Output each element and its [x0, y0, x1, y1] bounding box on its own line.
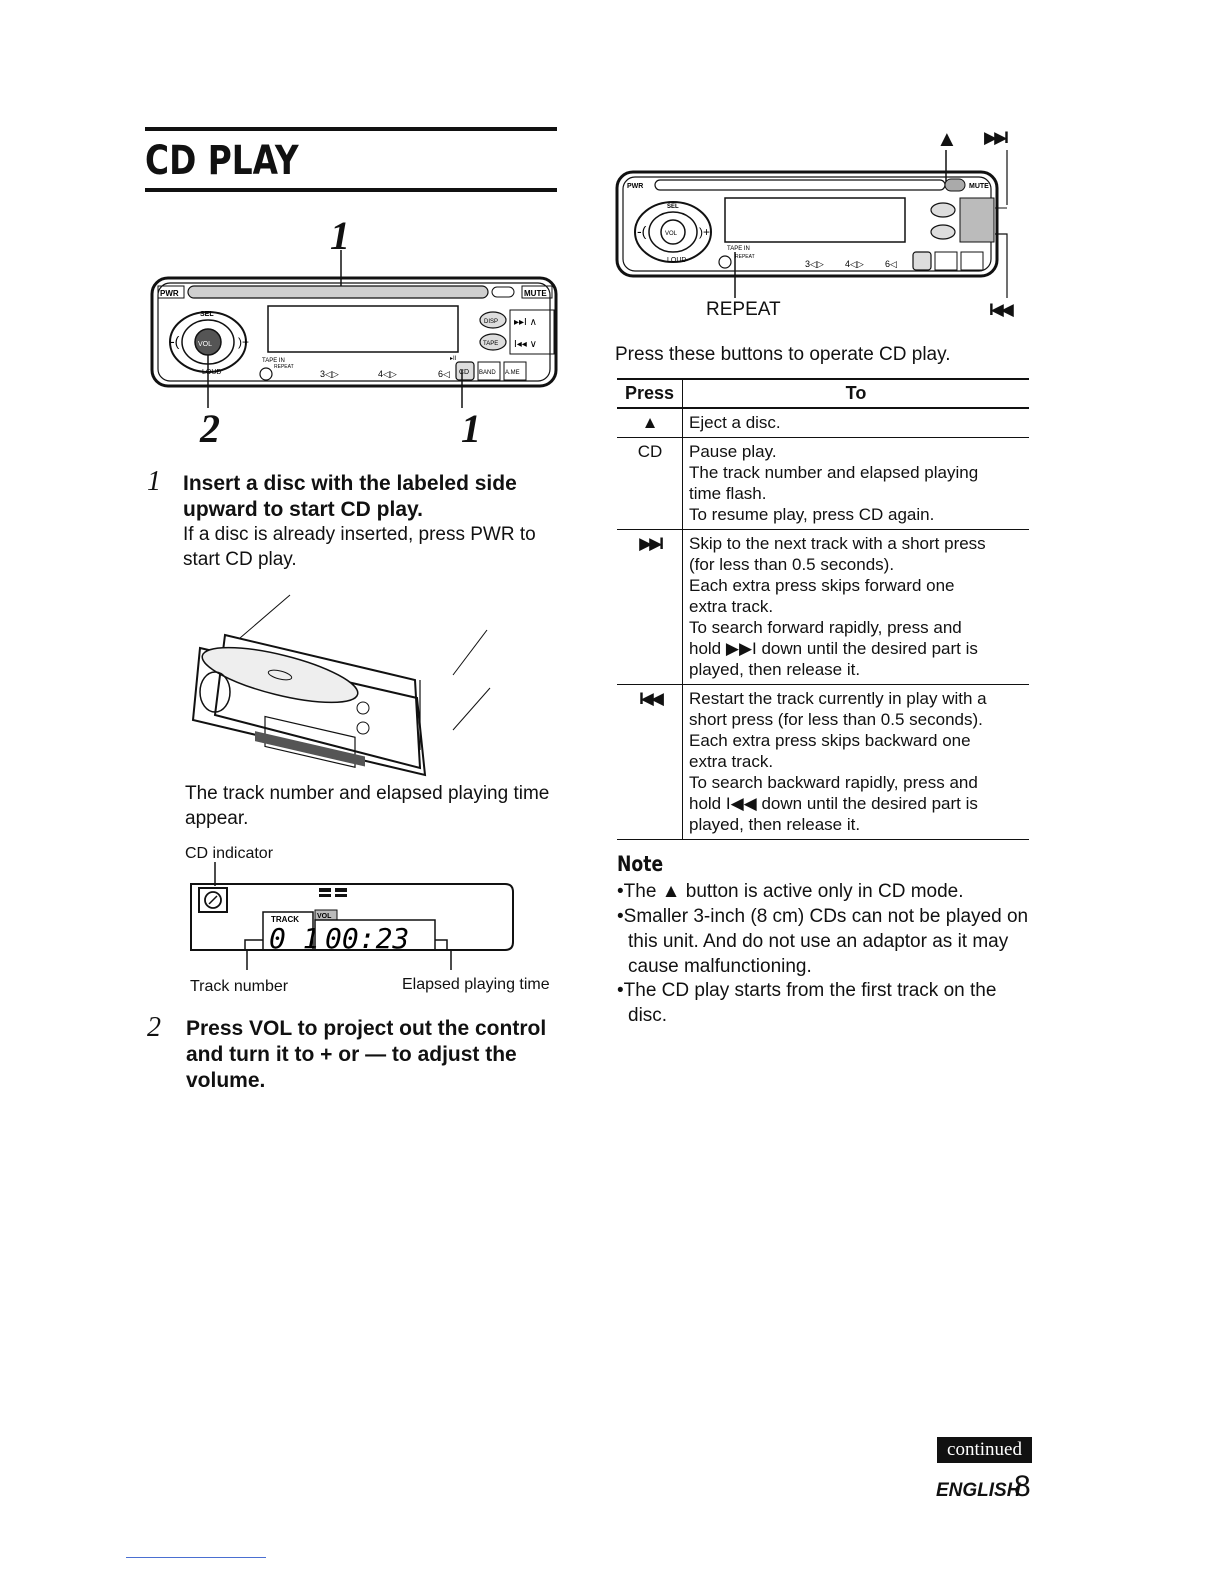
table-row [617, 408, 1029, 438]
svg-text:3◁▷: 3◁▷ [320, 369, 339, 379]
radio-band-label: BAND [479, 370, 496, 376]
note-item-1: •The ▲ button is active only in CD mode. [617, 881, 964, 902]
table-desc-line: extra track. [689, 752, 774, 771]
lcd-display-illustration [185, 862, 515, 972]
continued-badge: continued [937, 1437, 1032, 1463]
svg-text:LOUD: LOUD [667, 257, 687, 264]
repeat-label: REPEAT [706, 299, 781, 320]
table-desc-line: hold I◀◀ down until the desired part is [689, 794, 978, 813]
note-item-3-line-2: disc. [628, 1005, 668, 1026]
step-1-heading-line-1: Insert a disc with the labeled side [183, 472, 517, 495]
svg-text:-(: -( [170, 333, 180, 349]
display-time-value: 00:23 [325, 922, 410, 955]
note-item-2-line-1: •Smaller 3-inch (8 cm) CDs can not be played on [617, 906, 1029, 927]
table-row [617, 438, 1029, 530]
eject-symbol-top: ▲ [936, 126, 958, 151]
svg-text:4◁▷: 4◁▷ [845, 259, 864, 269]
table-desc-line: Each extra press skips forward one [689, 576, 955, 595]
next-symbol-top: ▶▶I [984, 128, 1006, 147]
table-desc [683, 530, 1030, 685]
table-desc-line: To search forward rapidly, press and [689, 618, 962, 637]
table-key-next: ▶▶I [617, 530, 683, 685]
display-caption-line-2: appear. [185, 808, 249, 829]
intro-text: Press these buttons to operate CD play. [615, 344, 951, 365]
table-key-prev: I◀◀ [617, 685, 683, 840]
svg-text:REPEAT: REPEAT [735, 254, 755, 260]
display-vol-tag: VOL [317, 913, 332, 920]
svg-text:I◂◂ ∨: I◂◂ ∨ [514, 339, 537, 350]
table-desc-line: hold ▶▶I down until the desired part is [689, 639, 978, 658]
table-desc-line: short press (for less than 0.5 seconds). [689, 710, 983, 729]
step-1-body-line-2: start CD play. [183, 549, 297, 570]
svg-text:6◁: 6◁ [438, 369, 450, 379]
svg-text:▸II: ▸II [450, 356, 457, 362]
footer-language: ENGLISH [936, 1480, 1021, 1501]
radio-vol-label: VOL [198, 341, 213, 348]
radio-disp-label: DISP [484, 319, 499, 325]
radio-cd-label: CD [459, 369, 470, 376]
radio-tape-in-label: TAPE IN [262, 358, 285, 364]
svg-text:MUTE: MUTE [969, 183, 989, 190]
cd-indicator-label: CD indicator [185, 845, 274, 862]
note-item-3-line-1: •The CD play starts from the first track on the [617, 980, 997, 1001]
step-1-body-line-1: If a disc is already inserted, press PWR to [183, 524, 536, 545]
svg-text:▸▸I ∧: ▸▸I ∧ [514, 317, 537, 328]
svg-text:TAPE IN: TAPE IN [727, 246, 750, 252]
table-key-cd: CD [617, 438, 683, 530]
svg-text:VOL: VOL [665, 231, 678, 237]
radio-repeat-small: REPEAT [274, 364, 294, 370]
radio-faceplate-illustration [150, 250, 560, 410]
table-desc-line: To search backward rapidly, press and [689, 773, 978, 792]
table-desc-line: To resume play, press CD again. [689, 505, 935, 524]
display-track-tag: TRACK [271, 915, 299, 924]
note-heading: Note [617, 852, 664, 876]
radio-loud-label: LOUD [202, 369, 222, 376]
svg-text:SEL: SEL [667, 204, 679, 210]
table-desc-line: Pause play. [689, 442, 777, 461]
radio-pwr-label: PWR [160, 289, 179, 298]
table-header-row [617, 379, 1029, 408]
bottom-link-rule [126, 1557, 266, 1558]
svg-text:PWR: PWR [627, 183, 644, 190]
disc-insertion-illustration [185, 590, 505, 790]
col-to-header: To [683, 379, 1030, 408]
elapsed-time-label: Elapsed playing time [402, 976, 550, 993]
note-item-2-line-3: cause malfunctioning. [628, 956, 812, 977]
svg-text:)+: )+ [699, 225, 711, 239]
col-press-header: Press [617, 379, 683, 408]
note-item-2-line-2: this unit. And do not use an adaptor as it may [628, 931, 1009, 952]
table-row [617, 685, 1029, 840]
page-number: 8 [1014, 1470, 1031, 1503]
callout-bottom-right: 1 [461, 406, 481, 451]
table-desc-line: played, then release it. [689, 815, 861, 834]
table-desc-line: Restart the track currently in play with a [689, 689, 987, 708]
table-row [617, 530, 1029, 685]
svg-text:)+: )+ [238, 335, 250, 349]
table-desc-line: The track number and elapsed playing [689, 463, 979, 482]
svg-text:-(: -( [637, 223, 647, 239]
callout-top: 1 [330, 213, 350, 258]
svg-text:4◁▷: 4◁▷ [378, 369, 397, 379]
page-title: CD PLAY [145, 138, 299, 184]
svg-text:3◁▷: 3◁▷ [805, 259, 824, 269]
step-2-line-3: volume. [186, 1069, 266, 1092]
prev-symbol-right: I◀◀ [989, 300, 1011, 319]
step-2-line-2: and turn it to + or — to adjust the [186, 1043, 517, 1066]
svg-text:6◁: 6◁ [885, 259, 897, 269]
title-rule-top [145, 127, 557, 131]
title-rule-bottom [145, 188, 557, 192]
display-caption-line-1: The track number and elapsed playing time [185, 783, 550, 804]
operations-table [617, 378, 1029, 840]
radio-sel-label: SEL [200, 311, 214, 318]
callout-bottom-left: 2 [200, 406, 220, 451]
radio-faceplate-right-illustration [615, 150, 1025, 320]
step-1-heading-line-2: upward to start CD play. [183, 498, 423, 521]
table-desc-line: time flash. [689, 484, 767, 503]
table-desc [683, 685, 1030, 840]
table-desc [683, 438, 1030, 530]
table-desc-line: (for less than 0.5 seconds). [689, 555, 895, 574]
step-1-number: 1 [147, 466, 161, 497]
step-2-number: 2 [147, 1012, 161, 1043]
radio-tape-label: TAPE [483, 341, 499, 347]
track-number-label: Track number [190, 978, 289, 995]
table-desc [683, 408, 1030, 438]
table-key-eject: ▲ [617, 408, 683, 438]
display-track-value: 0 1 [269, 922, 320, 955]
table-desc-line: Eject a disc. [689, 413, 781, 432]
table-desc-line: Each extra press skips backward one [689, 731, 971, 750]
radio-mute-label: MUTE [524, 289, 547, 298]
table-desc-line: extra track. [689, 597, 774, 616]
radio-ame-label: A.ME [505, 370, 520, 376]
table-desc-line: played, then release it. [689, 660, 861, 679]
table-desc-line: Skip to the next track with a short press [689, 534, 986, 553]
step-2-line-1: Press VOL to project out the control [186, 1017, 547, 1040]
